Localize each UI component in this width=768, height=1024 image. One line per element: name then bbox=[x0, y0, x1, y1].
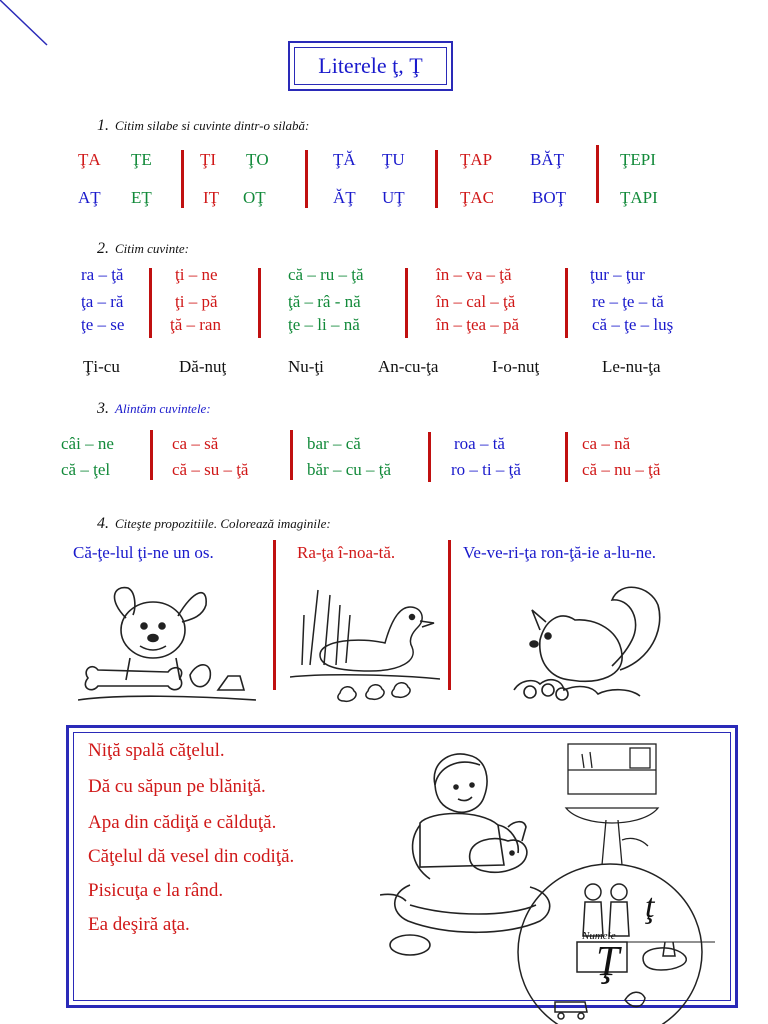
syllable: UŢ bbox=[382, 188, 405, 207]
syllable: ŢI bbox=[200, 150, 217, 169]
big-letter-t: Ţ bbox=[596, 939, 620, 985]
section4-instruction: 4. Citeşte propozitiile. Colorează imaginile: bbox=[97, 515, 331, 532]
word: ţa – ră bbox=[81, 292, 124, 311]
syllable: IŢ bbox=[203, 188, 220, 207]
syllable: AŢ bbox=[78, 188, 101, 207]
word: că – nu – ţă bbox=[582, 460, 661, 479]
word: roa – tă bbox=[454, 434, 505, 453]
syllable: ŢO bbox=[246, 150, 269, 169]
letter-circle-image bbox=[515, 862, 725, 1024]
title-box bbox=[288, 41, 453, 91]
divider bbox=[435, 150, 438, 208]
divider bbox=[149, 268, 152, 338]
word: ţe – li – nă bbox=[288, 315, 360, 334]
word: ra – ţă bbox=[81, 265, 124, 284]
word: în – va – ţă bbox=[436, 265, 512, 284]
divider bbox=[150, 430, 153, 480]
story-line: Dă cu săpun pe blăniţă. bbox=[88, 776, 266, 797]
divider bbox=[181, 150, 184, 208]
word: ţi – ne bbox=[175, 265, 218, 284]
word: ro – ti – ţă bbox=[451, 460, 521, 479]
sentence: Că-ţe-lul ţi-ne un os. bbox=[73, 543, 214, 562]
word: ţă – ran bbox=[170, 315, 221, 334]
word: în – cal – ţă bbox=[436, 292, 516, 311]
word: BĂŢ bbox=[530, 150, 564, 169]
story-line: Niţă spală căţelul. bbox=[88, 740, 225, 761]
syllable: ŢĂ bbox=[333, 150, 356, 169]
word: re – ţe – tă bbox=[592, 292, 664, 311]
word: ca – nă bbox=[582, 434, 631, 453]
name-word: Ţi-cu bbox=[83, 357, 120, 376]
story-line: Apa din cădiţă e călduţă. bbox=[88, 812, 277, 833]
squirrel-image bbox=[500, 580, 680, 710]
divider bbox=[405, 268, 408, 338]
divider bbox=[565, 268, 568, 338]
duck-image bbox=[290, 585, 440, 715]
sentence: Ra-ţa î-noa-tă. bbox=[297, 543, 396, 562]
divider bbox=[565, 432, 568, 482]
page-title: Literele ţ, Ţ bbox=[294, 47, 447, 85]
section3-instruction: 3. Alintăm cuvintele: bbox=[97, 400, 211, 417]
divider bbox=[448, 540, 451, 690]
divider bbox=[290, 430, 293, 480]
section1-instruction: 1. Citim silabe si cuvinte dintr-o silabă: bbox=[97, 117, 310, 134]
word: ţi – pă bbox=[175, 292, 218, 311]
name-word: I-o-nuţ bbox=[492, 357, 540, 376]
bathroom-sink-image bbox=[562, 740, 662, 865]
name-word: Nu-ţi bbox=[288, 357, 324, 376]
syllable: ĂŢ bbox=[333, 188, 356, 207]
word: că – su – ţă bbox=[172, 460, 249, 479]
divider bbox=[305, 150, 308, 208]
story-line: Căţelul dă vesel din codiţă. bbox=[88, 846, 295, 867]
word: în – ţea – pă bbox=[436, 315, 520, 334]
word: BOŢ bbox=[532, 188, 566, 207]
corner-decoration bbox=[0, 0, 60, 60]
syllable: ŢA bbox=[78, 150, 101, 169]
section2-instruction: 2. Citim cuvinte: bbox=[97, 240, 190, 257]
word: ŢEPI bbox=[620, 150, 656, 169]
divider bbox=[596, 145, 599, 203]
name-label: Numele bbox=[582, 930, 616, 942]
word: ŢAP bbox=[460, 150, 493, 169]
word: câi – ne bbox=[61, 434, 114, 453]
word: ţă – râ - nă bbox=[288, 292, 361, 311]
word: ca – să bbox=[172, 434, 219, 453]
word: ţur – ţur bbox=[590, 265, 645, 284]
divider bbox=[273, 540, 276, 690]
divider bbox=[428, 432, 431, 482]
syllable: EŢ bbox=[131, 188, 152, 207]
story-line: Ea deşiră aţa. bbox=[88, 914, 190, 935]
syllable: OŢ bbox=[243, 188, 266, 207]
word: că – ţel bbox=[61, 460, 111, 479]
word: ŢAC bbox=[460, 188, 494, 207]
word: bar – că bbox=[307, 434, 361, 453]
syllable: ŢE bbox=[131, 150, 152, 169]
word: că – ru – ţă bbox=[288, 265, 364, 284]
syllable: ŢU bbox=[382, 150, 405, 169]
name-word: Le-nu-ţa bbox=[602, 357, 661, 376]
small-letter-t: ţ bbox=[645, 888, 655, 925]
name-word: An-cu-ţa bbox=[378, 357, 439, 376]
name-word: Dă-nuţ bbox=[179, 357, 227, 376]
divider bbox=[258, 268, 261, 338]
puppy-bone-image bbox=[78, 580, 256, 710]
word: ŢAPI bbox=[620, 188, 658, 207]
story-line: Pisicuţa e la rând. bbox=[88, 880, 224, 901]
word: că – ţe – luş bbox=[592, 315, 674, 334]
word: băr – cu – ţă bbox=[307, 460, 392, 479]
sentence: Ve-ve-ri-ţa ron-ţă-ie a-lu-ne. bbox=[463, 543, 657, 562]
word: ţe – se bbox=[81, 315, 125, 334]
